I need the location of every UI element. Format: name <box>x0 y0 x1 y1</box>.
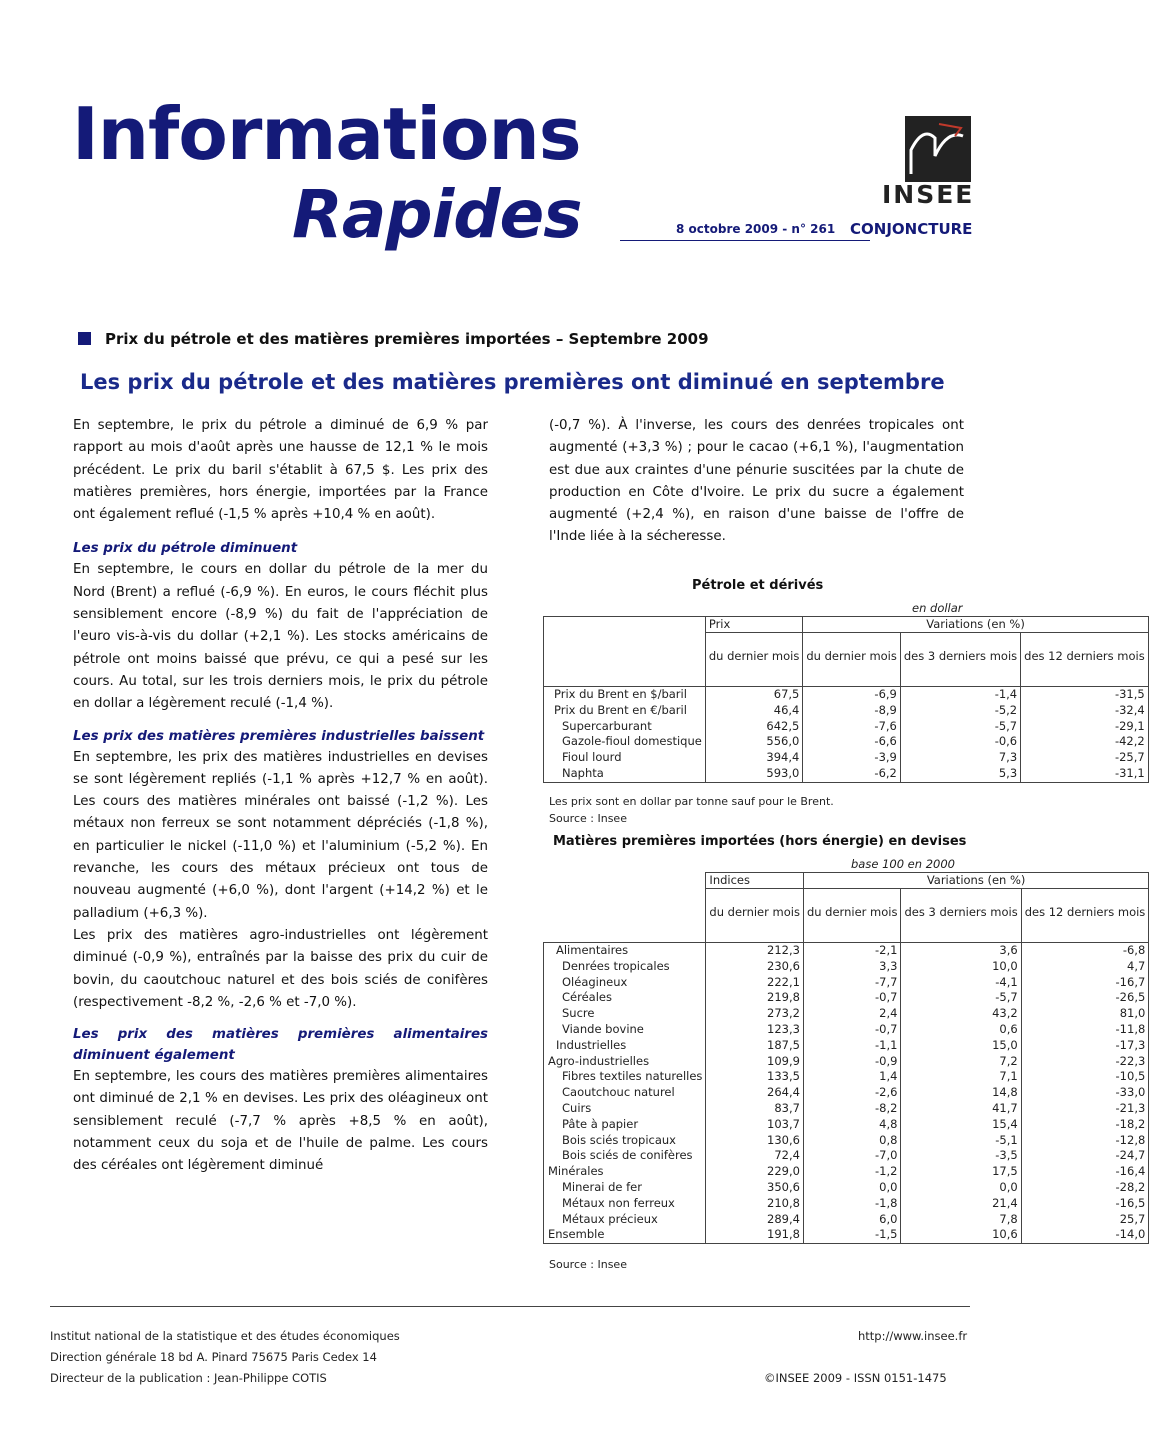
table1-cell: -5,2 <box>900 703 1020 719</box>
masthead-subtitle: Rapides <box>292 176 582 253</box>
table2-row-label: Sucre <box>544 1006 706 1022</box>
table1-cell: -0,6 <box>900 734 1020 750</box>
table2-cell: 7,1 <box>901 1069 1021 1085</box>
table1-row <box>544 719 1149 735</box>
table1-unit: en dollar <box>912 601 963 615</box>
table2-cell: 15,4 <box>901 1117 1021 1133</box>
table2-cell: -24,7 <box>1021 1148 1149 1164</box>
footer-director: Directeur de la publication : Jean-Philippe COTIS <box>50 1371 327 1385</box>
table2-cell: -26,5 <box>1021 990 1149 1006</box>
table2-unit: base 100 en 2000 <box>851 857 955 871</box>
footer-address: Direction générale 18 bd A. Pinard 75675 Paris Cedex 14 <box>50 1350 377 1364</box>
table2-cell: -33,0 <box>1021 1085 1149 1101</box>
table2-cell: 83,7 <box>706 1101 804 1117</box>
table1-cell: -6,2 <box>803 766 901 782</box>
table2-cell: 222,1 <box>706 975 804 991</box>
table1-cell: -25,7 <box>1021 750 1149 766</box>
table1-cell: -5,7 <box>900 719 1020 735</box>
table2-cell: -12,8 <box>1021 1133 1149 1149</box>
table2-row <box>544 975 1149 991</box>
table2-cell: 4,8 <box>803 1117 901 1133</box>
table2-cell: -18,2 <box>1021 1117 1149 1133</box>
table1-row-label: Prix du Brent en €/baril <box>544 703 706 719</box>
table2-row <box>544 1227 1149 1243</box>
table2-cell: -2,6 <box>803 1085 901 1101</box>
intro-paragraph: En septembre, le prix du pétrole a diminué de 6,9 % par rapport au mois d'août après une hausse de 12,1 % le mois précédent. Le prix du baril s'établit à 67,5 $. Les prix des matières premières, hors énergie, importées par la France ont également reflué (-1,5 % après +10,4 % en août). <box>73 418 488 523</box>
table-petrol <box>543 616 1149 783</box>
table2-cell: 264,4 <box>706 1085 804 1101</box>
footer-left <box>50 1326 400 1389</box>
table2-cell: 21,4 <box>901 1196 1021 1212</box>
table2-row-label: Bois sciés de conifères <box>544 1148 706 1164</box>
table2-row-label: Agro-industrielles <box>544 1054 706 1070</box>
insee-logo-icon <box>905 116 971 182</box>
table1-cell: -7,6 <box>803 719 901 735</box>
section-text-food: En septembre, les cours des matières premières alimentaires ont diminué de 2,1 % en devises. Les prix des oléagineux ont sensiblement reculé (-7,7 % après +8,5 % en août), notamment ceux du soja et de l'huile de palme. Les cours des céréales ont légèrement diminué <box>73 1069 488 1174</box>
table2-cell: 14,8 <box>901 1085 1021 1101</box>
table2-row-label: Alimentaires <box>544 943 706 959</box>
table2-cell: -11,8 <box>1021 1022 1149 1038</box>
table2-cell: -4,1 <box>901 975 1021 991</box>
table2-cell: 43,2 <box>901 1006 1021 1022</box>
table2-row <box>544 959 1149 975</box>
table1-row-label: Fioul lourd <box>544 750 706 766</box>
footer-copyright: ©INSEE 2009 - ISSN 0151-1475 <box>764 1371 947 1385</box>
table1-cell: 7,3 <box>900 750 1020 766</box>
table2-body <box>544 943 1149 1244</box>
table1-cell: -8,9 <box>803 703 901 719</box>
table2-cell: -1,2 <box>803 1164 901 1180</box>
table2-cell: -21,3 <box>1021 1101 1149 1117</box>
left-column <box>73 415 488 1178</box>
table2-row-label: Ensemble <box>544 1227 706 1243</box>
table2-row-label: Caoutchouc naturel <box>544 1085 706 1101</box>
table2-cell: 191,8 <box>706 1227 804 1243</box>
table2-col-h: des 3 derniers mois <box>901 889 1021 943</box>
table1-cell: 5,3 <box>900 766 1020 782</box>
table1-source: Source : Insee <box>549 812 627 825</box>
table2-cell: -0,7 <box>803 990 901 1006</box>
table1-corner2 <box>544 633 706 687</box>
section-label: CONJONCTURE <box>850 220 973 238</box>
table2-row-label: Pâte à papier <box>544 1117 706 1133</box>
table2-cell: -0,7 <box>803 1022 901 1038</box>
table2-row <box>544 990 1149 1006</box>
table2-cell: 133,5 <box>706 1069 804 1085</box>
table2-cell: -14,0 <box>1021 1227 1149 1243</box>
table2-cell: 6,0 <box>803 1212 901 1228</box>
table2-row-label: Viande bovine <box>544 1022 706 1038</box>
table2-corner <box>544 873 706 889</box>
table2-row <box>544 1148 1149 1164</box>
table2-cell: 2,4 <box>803 1006 901 1022</box>
table2-cell: 0,6 <box>901 1022 1021 1038</box>
table2-col-h: des 12 derniers mois <box>1021 889 1149 943</box>
table2-cell: -10,5 <box>1021 1069 1149 1085</box>
section-text-industrial: En septembre, les prix des matières industrielles en devises se sont légèrement repliés (-1,1 % après +12,7 % en août). Les cours des matières minérales ont baissé (-1,2 %). Les métaux non ferreux se sont notamment dépréciés (-1,8 %), en particulier le nickel (-11,0 %) et l'aluminium (-5,2 %). En revanche, les cours des métaux précieux ont tous de nouveau augmenté (+6,0 %), dont l'argent (+14,2 %) et le palladium (+6,3 %). <box>73 749 488 921</box>
table2-row <box>544 1069 1149 1085</box>
table2-cell: -22,3 <box>1021 1054 1149 1070</box>
kicker-text: Prix du pétrole et des matières premières importées – Septembre 2009 <box>105 330 709 348</box>
table2-cell: 210,8 <box>706 1196 804 1212</box>
table2-cell: 212,3 <box>706 943 804 959</box>
table2-cell: 1,4 <box>803 1069 901 1085</box>
table2-cell: 130,6 <box>706 1133 804 1149</box>
table2-cell: -5,1 <box>901 1133 1021 1149</box>
table2-cell: 230,6 <box>706 959 804 975</box>
table2-cell: -16,4 <box>1021 1164 1149 1180</box>
table2-row <box>544 1133 1149 1149</box>
insee-wordmark: INSEE <box>882 180 975 209</box>
table2-cell: 15,0 <box>901 1038 1021 1054</box>
footer-institute: Institut national de la statistique et des études économiques <box>50 1329 400 1343</box>
table2-row <box>544 1006 1149 1022</box>
table1-header-var: Variations (en %) <box>803 617 1148 633</box>
table2-row-label: Oléagineux <box>544 975 706 991</box>
table2-row <box>544 1164 1149 1180</box>
footer-rule <box>50 1306 970 1307</box>
table2-cell: 7,8 <box>901 1212 1021 1228</box>
table2-cell: -8,2 <box>803 1101 901 1117</box>
table2-cell: 273,2 <box>706 1006 804 1022</box>
table1-note: Les prix sont en dollar par tonne sauf pour le Brent. <box>549 795 834 808</box>
table2-cell: 7,2 <box>901 1054 1021 1070</box>
table2-cell: 10,0 <box>901 959 1021 975</box>
table2-row-label: Minérales <box>544 1164 706 1180</box>
table2-row-label: Cuirs <box>544 1101 706 1117</box>
table2-cell: -16,5 <box>1021 1196 1149 1212</box>
issue-date: 8 octobre 2009 - n° 261 <box>676 222 836 236</box>
table2-cell: -2,1 <box>803 943 901 959</box>
table2-row-label: Métaux non ferreux <box>544 1196 706 1212</box>
table2-row-label: Industrielles <box>544 1038 706 1054</box>
footer-url[interactable]: http://www.insee.fr <box>858 1329 968 1343</box>
section-text-petrol: En septembre, le cours en dollar du pétrole de la mer du Nord (Brent) a reflué (-6,9 %). En euros, le cours fléchit plus sensiblement encore (-8,9 %) du fait de l'appréciation de l'euro vis-à-vis du dollar (+2,1 %). Les stocks américains de pétrole ont moins baissé que prévu, ce qui a pesé sur les cours. Au total, sur les trois derniers mois, le prix du pétrole en dollar a légèrement reculé (-1,4 %). <box>73 562 488 712</box>
square-bullet-icon <box>78 332 91 345</box>
table1-col-h: des 3 derniers mois <box>900 633 1020 687</box>
section-title-food: Les prix des matières premières alimentaires diminuent également <box>73 1027 488 1064</box>
table2-cell: 3,6 <box>901 943 1021 959</box>
table2-cell: 81,0 <box>1021 1006 1149 1022</box>
table1-cell: 642,5 <box>705 719 803 735</box>
table2-cell: -5,7 <box>901 990 1021 1006</box>
table2-cell: 187,5 <box>706 1038 804 1054</box>
table1-row-label: Naphta <box>544 766 706 782</box>
section-title-industrial: Les prix des matières premières industrielles baissent <box>73 728 485 744</box>
table1-cell: -1,4 <box>900 687 1020 703</box>
table1-cell: 394,4 <box>705 750 803 766</box>
table1-cell: -31,1 <box>1021 766 1149 782</box>
table2-cell: 0,0 <box>901 1180 1021 1196</box>
table2-cell: -7,7 <box>803 975 901 991</box>
table2-cell: -1,8 <box>803 1196 901 1212</box>
table1-row <box>544 766 1149 782</box>
table2-corner2 <box>544 889 706 943</box>
table2-cell: -28,2 <box>1021 1180 1149 1196</box>
table1-cell: -6,6 <box>803 734 901 750</box>
table2-cell: -6,8 <box>1021 943 1149 959</box>
table1-cell: -3,9 <box>803 750 901 766</box>
table2-row <box>544 1212 1149 1228</box>
table2-cell: -1,5 <box>803 1227 901 1243</box>
table2-header-index: Indices <box>706 873 804 889</box>
section-title-petrol: Les prix du pétrole diminuent <box>73 541 298 557</box>
kicker <box>78 330 709 348</box>
table2-row-label: Minerai de fer <box>544 1180 706 1196</box>
headline: Les prix du pétrole et des matières premières ont diminué en septembre <box>80 370 945 394</box>
table2-col-h: du dernier mois <box>706 889 804 943</box>
table1-cell: 593,0 <box>705 766 803 782</box>
table2-cell: -3,5 <box>901 1148 1021 1164</box>
table2-source: Source : Insee <box>549 1258 627 1271</box>
table2-cell: 109,9 <box>706 1054 804 1070</box>
table1-body <box>544 687 1149 783</box>
table2-cell: 17,5 <box>901 1164 1021 1180</box>
table2-col-h: du dernier mois <box>803 889 901 943</box>
masthead-rule <box>620 240 870 241</box>
table1-cell: -29,1 <box>1021 719 1149 735</box>
table1-row-label: Gazole-fioul domestique <box>544 734 706 750</box>
table1-cell: 556,0 <box>705 734 803 750</box>
table1-cell: -31,5 <box>1021 687 1149 703</box>
table1-cell: -32,4 <box>1021 703 1149 719</box>
table1-col-h: du dernier mois <box>803 633 901 687</box>
table2-row <box>544 1196 1149 1212</box>
table2-header-var: Variations (en %) <box>803 873 1148 889</box>
section-text-agro: Les prix des matières agro-industrielles ont légèrement diminué (-0,9 %), entraînés par la baisse des prix du cuir de bovin, du caoutchouc naturel et des bois sciés de conifères (respectivement -8,2 %, -2,6 % et -7,0 %). <box>73 927 488 1010</box>
table1-row-label: Supercarburant <box>544 719 706 735</box>
table2-row-label: Fibres textiles naturelles <box>544 1069 706 1085</box>
table1-cell: -6,9 <box>803 687 901 703</box>
table2-cell: -17,3 <box>1021 1038 1149 1054</box>
table2-cell: -7,0 <box>803 1148 901 1164</box>
table1-cell: 67,5 <box>705 687 803 703</box>
table2-row <box>544 943 1149 959</box>
right-paragraph: (-0,7 %). À l'inverse, les cours des denrées tropicales ont augmenté (+3,3 %) ; pour le cacao (+6,1 %), l'augmentation est due aux craintes d'une pénurie suscitées par la chute de production en Côte d'Ivoire. Le prix du sucre a également augmenté (+2,4 %), en raison d'une baisse de l'offre de l'Inde liée à la sécheresse. <box>549 418 964 545</box>
table2-row-label: Bois sciés tropicaux <box>544 1133 706 1149</box>
table1-row <box>544 750 1149 766</box>
table2-row <box>544 1101 1149 1117</box>
table2-title: Matières premières importées (hors énergie) en devises <box>553 834 967 849</box>
table2-cell: 289,4 <box>706 1212 804 1228</box>
table2-cell: 103,7 <box>706 1117 804 1133</box>
table2-row <box>544 1054 1149 1070</box>
table2-cell: 123,3 <box>706 1022 804 1038</box>
table1-header-price: Prix <box>705 617 803 633</box>
table2-row-label: Métaux précieux <box>544 1212 706 1228</box>
table-commodities <box>543 872 1149 1244</box>
table2-cell: 219,8 <box>706 990 804 1006</box>
table2-cell: -16,7 <box>1021 975 1149 991</box>
table1-col-h: du dernier mois <box>705 633 803 687</box>
table2-cell: 4,7 <box>1021 959 1149 975</box>
table1-cell: -42,2 <box>1021 734 1149 750</box>
table2-cell: 0,0 <box>803 1180 901 1196</box>
table2-row <box>544 1038 1149 1054</box>
table2-cell: 10,6 <box>901 1227 1021 1243</box>
table2-row <box>544 1022 1149 1038</box>
table2-cell: 350,6 <box>706 1180 804 1196</box>
table1-row <box>544 703 1149 719</box>
masthead-title: Informations <box>72 92 581 176</box>
table2-cell: 229,0 <box>706 1164 804 1180</box>
table1-cell: 46,4 <box>705 703 803 719</box>
table2-row <box>544 1085 1149 1101</box>
table2-row <box>544 1117 1149 1133</box>
right-column-text <box>549 415 964 549</box>
table2-cell: 25,7 <box>1021 1212 1149 1228</box>
table1-row <box>544 687 1149 703</box>
table1-row-label: Prix du Brent en $/baril <box>544 687 706 703</box>
table1-row <box>544 734 1149 750</box>
table1-title: Pétrole et dérivés <box>692 578 824 593</box>
table2-cell: -0,9 <box>803 1054 901 1070</box>
table2-row <box>544 1180 1149 1196</box>
table2-row-label: Céréales <box>544 990 706 1006</box>
table2-cell: 0,8 <box>803 1133 901 1149</box>
table1-col-h: des 12 derniers mois <box>1021 633 1149 687</box>
table2-row-label: Denrées tropicales <box>544 959 706 975</box>
table2-cell: 41,7 <box>901 1101 1021 1117</box>
table1-corner <box>544 617 706 633</box>
table2-cell: -1,1 <box>803 1038 901 1054</box>
table2-cell: 72,4 <box>706 1148 804 1164</box>
table2-cell: 3,3 <box>803 959 901 975</box>
